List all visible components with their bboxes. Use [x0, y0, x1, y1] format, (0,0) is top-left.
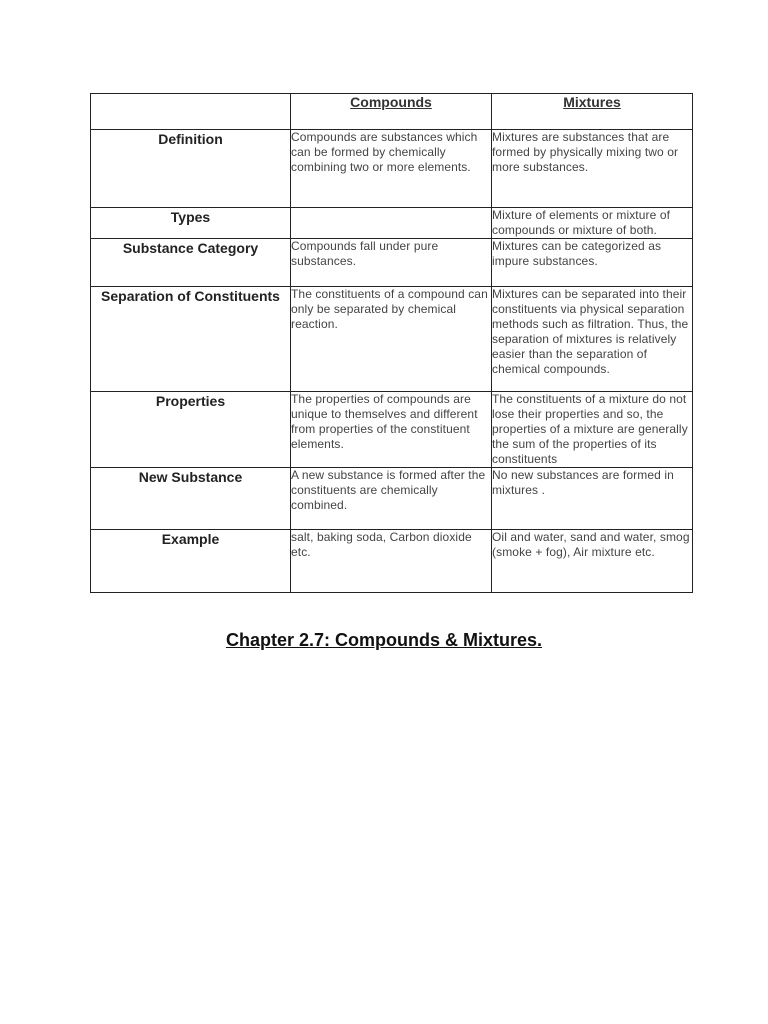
compounds-cell: [291, 208, 492, 239]
table-row: [91, 130, 693, 208]
mixtures-cell: Mixtures can be separated into their constituents via physical separation methods such as filtration. Thus, the separation of mixtures is relatively easier than the separation of chemical compounds.: [492, 287, 693, 392]
mixtures-cell: Oil and water, sand and water, smog (smoke + fog), Air mixture etc.: [492, 530, 693, 593]
row-label-separation: Separation of Constituents: [91, 287, 291, 392]
table-row: [91, 239, 693, 287]
mixtures-cell: Mixtures are substances that are formed by physically mixing two or more substances.: [492, 130, 693, 208]
compounds-cell: salt, baking soda, Carbon dioxide etc.: [291, 530, 492, 593]
compounds-cell: A new substance is formed after the constituents are chemically combined.: [291, 468, 492, 530]
header-compounds: Compounds: [291, 94, 492, 130]
mixtures-cell: The constituents of a mixture do not lose their properties and so, the properties of a mixture are generally the sum of the properties of its constituents: [492, 392, 693, 468]
row-label-definition: Definition: [91, 130, 291, 208]
header-mixtures: Mixtures: [492, 94, 693, 130]
comparison-table: [90, 93, 693, 593]
row-label-example: Example: [91, 530, 291, 593]
table-row: [91, 208, 693, 239]
mixtures-cell: Mixture of elements or mixture of compounds or mixture of both.: [492, 208, 693, 239]
table-row: [91, 287, 693, 392]
mixtures-cell: No new substances are formed in mixtures .: [492, 468, 693, 530]
row-label-substance-category: Substance Category: [91, 239, 291, 287]
table-row: [91, 392, 693, 468]
table-row: [91, 468, 693, 530]
compounds-cell: Compounds fall under pure substances.: [291, 239, 492, 287]
compounds-cell: The constituents of a compound can only be separated by chemical reaction.: [291, 287, 492, 392]
row-label-new-substance: New Substance: [91, 468, 291, 530]
row-label-types: Types: [91, 208, 291, 239]
mixtures-cell: Mixtures can be categorized as impure substances.: [492, 239, 693, 287]
compounds-cell: The properties of compounds are unique to themselves and different from properties of the constituent elements.: [291, 392, 492, 468]
table-header-row: [91, 94, 693, 130]
chapter-title: Chapter 2.7: Compounds & Mixtures.: [225, 630, 543, 650]
table-row: [91, 530, 693, 593]
compounds-cell: Compounds are substances which can be formed by chemically combining two or more elements.: [291, 130, 492, 208]
header-empty-cell: [91, 94, 291, 130]
row-label-properties: Properties: [91, 392, 291, 468]
